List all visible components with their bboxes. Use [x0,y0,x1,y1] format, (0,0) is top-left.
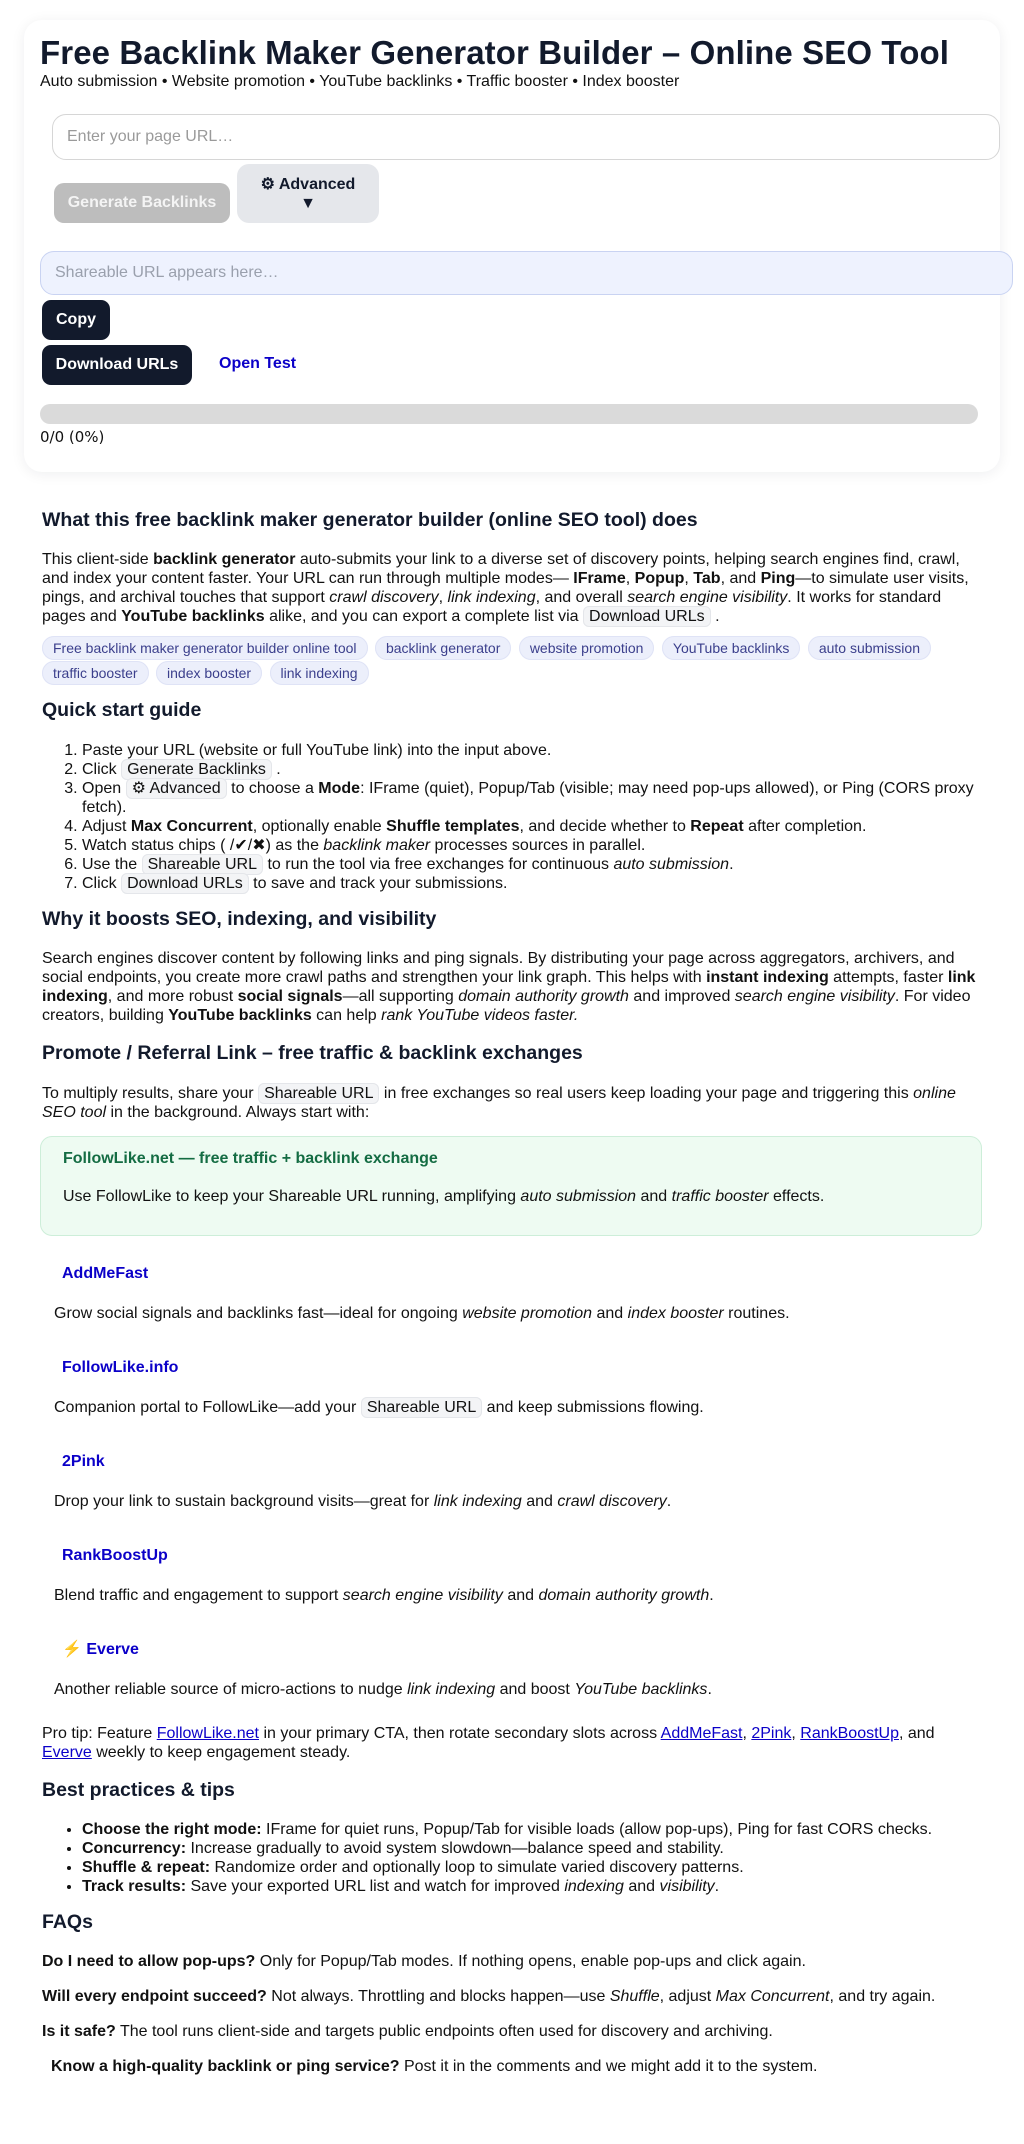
section-heading-best: Best practices & tips [42,1778,235,1801]
generate-backlinks-button[interactable]: Generate Backlinks [54,183,230,223]
partner-link[interactable]: ⚡ Everve [62,1640,139,1658]
open-test-link[interactable]: Open Test [219,355,297,372]
list-item: • Concurrency: Increase gradually to avoid system slowdown—balance speed and stability. [82,1839,982,1858]
partner-rankboostup [42,1530,982,1624]
keyword-chips [42,636,982,686]
section-heading-quickstart: Quick start guide [42,699,202,722]
protip-link-followlike[interactable]: FollowLike.net [156,1724,259,1742]
download-urls-button[interactable]: Download URLs [42,345,192,385]
section-heading-why: Why it boosts SEO, indexing, and visibility [42,907,437,930]
list-item: 3. Open ⚙ Advanced to choose a Mode: IFrame (quiet), Popup/Tab (visible; may need pop-ups allowed), or Ping (CORS proxy fetch). [82,779,982,817]
quickstart-list [42,741,982,893]
list-item: • Track results: Save your exported URL list and watch for improved indexing and visibility. [82,1877,982,1896]
list-item: 4. Adjust Max Concurrent, optionally enable Shuffle templates, and decide whether to Repeat after completion. [82,817,982,836]
featured-exchange-text: Use FollowLike to keep your Shareable URL running, amplifying auto submission and traffic booster effects. [63,1187,825,1205]
partner-description: Grow social signals and backlinks fast—ideal for ongoing website promotion and index booster routines. [54,1304,790,1322]
list-item: 1. Paste your URL (website or full YouTube link) into the input above. [82,741,982,760]
partner-link[interactable]: 2Pink [62,1452,105,1470]
faq-item: Is it safe? The tool runs client-side and targets public endpoints often used for discovery and archiving. [42,2023,773,2041]
protip-link-addmefast[interactable]: AddMeFast [660,1724,743,1742]
partner-description: Another reliable source of micro-actions to nudge link indexing and boost YouTube backlinks. [54,1680,712,1698]
protip-link-2pink[interactable]: 2Pink [751,1724,792,1742]
partner-followlike-info [42,1342,982,1436]
protip-link-everve[interactable]: Everve [42,1743,92,1761]
list-item: • Shuffle & repeat: Randomize order and optionally loop to simulate varied discovery patterns. [82,1858,982,1877]
chevron-down-icon: ▼ [300,195,316,212]
list-item: 7. Click Download URLs to save and track your submissions. [82,874,982,893]
keyword-chip: YouTube backlinks [662,636,800,660]
advanced-label: ⚙ Advanced [260,176,356,193]
article [42,508,982,2092]
progress-text: 0/0 (0%) [40,428,105,446]
best-practices-list [42,1820,982,1896]
what-paragraph: This client-side backlink generator auto-submits your link to a diverse set of discovery points, helping search engines find, crawl, and index your content faster. Your URL can run through multiple modes— IFrame, Popup, Tab, and Ping—to simulate user visits, pings, and archival touches that support crawl discovery, link indexing, and overall search engine visibility. It works for standard pages and YouTube backlinks alike, and you can export a complete list via Download URLs . [42,551,969,626]
pro-tip: Pro tip: Feature FollowLike.net in your primary CTA, then rotate secondary slots across AddMeFast, 2Pink, RankBoostUp, and Everve weekly to keep engagement steady. [42,1724,935,1761]
progress-bar [40,404,978,424]
partner-addmefast [42,1248,982,1342]
copy-button[interactable]: Copy [42,300,110,340]
list-item: 5. Watch status chips ( /✔/✖) as the backlink maker processes sources in parallel. [82,836,982,855]
partner-description: Companion portal to FollowLike—add your Shareable URL and keep submissions flowing. [54,1398,704,1416]
featured-exchange-card [40,1136,982,1236]
list-item: • Choose the right mode: IFrame for quiet runs, Popup/Tab for visible loads (allow pop-ups), Ping for fast CORS checks. [82,1820,982,1839]
shareable-url-field[interactable] [40,251,1013,295]
keyword-chip: backlink generator [375,636,511,660]
keyword-chip: traffic booster [42,661,149,685]
partner-description: Blend traffic and engagement to support search engine visibility and domain authority growth. [54,1586,714,1604]
partner-everve [42,1624,982,1724]
section-heading-faqs: FAQs [42,1910,93,1933]
keyword-chip: index booster [156,661,262,685]
partner-2pink [42,1436,982,1530]
list-item: 6. Use the Shareable URL to run the tool via free exchanges for continuous auto submission. [82,855,982,874]
promote-paragraph: To multiply results, share your Shareable URL in free exchanges so real users keep loading your page and triggering this online SEO tool in the background. Always start with: [42,1084,956,1121]
partner-link[interactable]: RankBoostUp [62,1546,168,1564]
faq-item: Will every endpoint succeed? Not always. Throttling and blocks happen—use Shuffle, adjust Max Concurrent, and try again. [42,1988,936,2006]
why-paragraph: Search engines discover content by following links and ping signals. By distributing your page across aggregators, archivers, and social endpoints, you create more crawl paths and strengthen your link graph. This helps with instant indexing attempts, faster link indexing, and more robust social signals—all supporting domain authority growth and improved search engine visibility. For video creators, building YouTube backlinks can help rank YouTube videos faster. [42,950,976,1025]
featured-exchange-title[interactable]: FollowLike.net — free traffic + backlink exchange [63,1149,438,1167]
partner-link[interactable]: AddMeFast [62,1264,149,1282]
list-item: 2. Click Generate Backlinks . [82,760,982,779]
keyword-chip: auto submission [808,636,931,660]
faq-item: Do I need to allow pop-ups? Only for Popup/Tab modes. If nothing opens, enable pop-ups and click again. [42,1953,806,1971]
keyword-chip: link indexing [270,661,369,685]
partner-description: Drop your link to sustain background visits—great for link indexing and crawl discovery. [54,1492,672,1510]
page-title: Free Backlink Maker Generator Builder – Online SEO Tool [40,34,949,71]
faq-item: Know a high-quality backlink or ping service? Post it in the comments and we might add it to the system. [51,2058,818,2076]
protip-link-rankboostup[interactable]: RankBoostUp [800,1724,899,1742]
keyword-chip: Free backlink maker generator builder online tool [42,636,368,660]
section-heading-promote: Promote / Referral Link – free traffic & backlink exchanges [42,1042,583,1065]
page-subtitle: Auto submission • Website promotion • YouTube backlinks • Traffic booster • Index booster [40,73,680,90]
keyword-chip: website promotion [519,636,655,660]
section-heading-what: What this free backlink maker generator builder (online SEO tool) does [42,509,698,531]
partner-link[interactable]: FollowLike.info [62,1358,179,1376]
tool-card-controls [24,20,1024,472]
inline-code-download-urls: Download URLs [583,606,711,627]
